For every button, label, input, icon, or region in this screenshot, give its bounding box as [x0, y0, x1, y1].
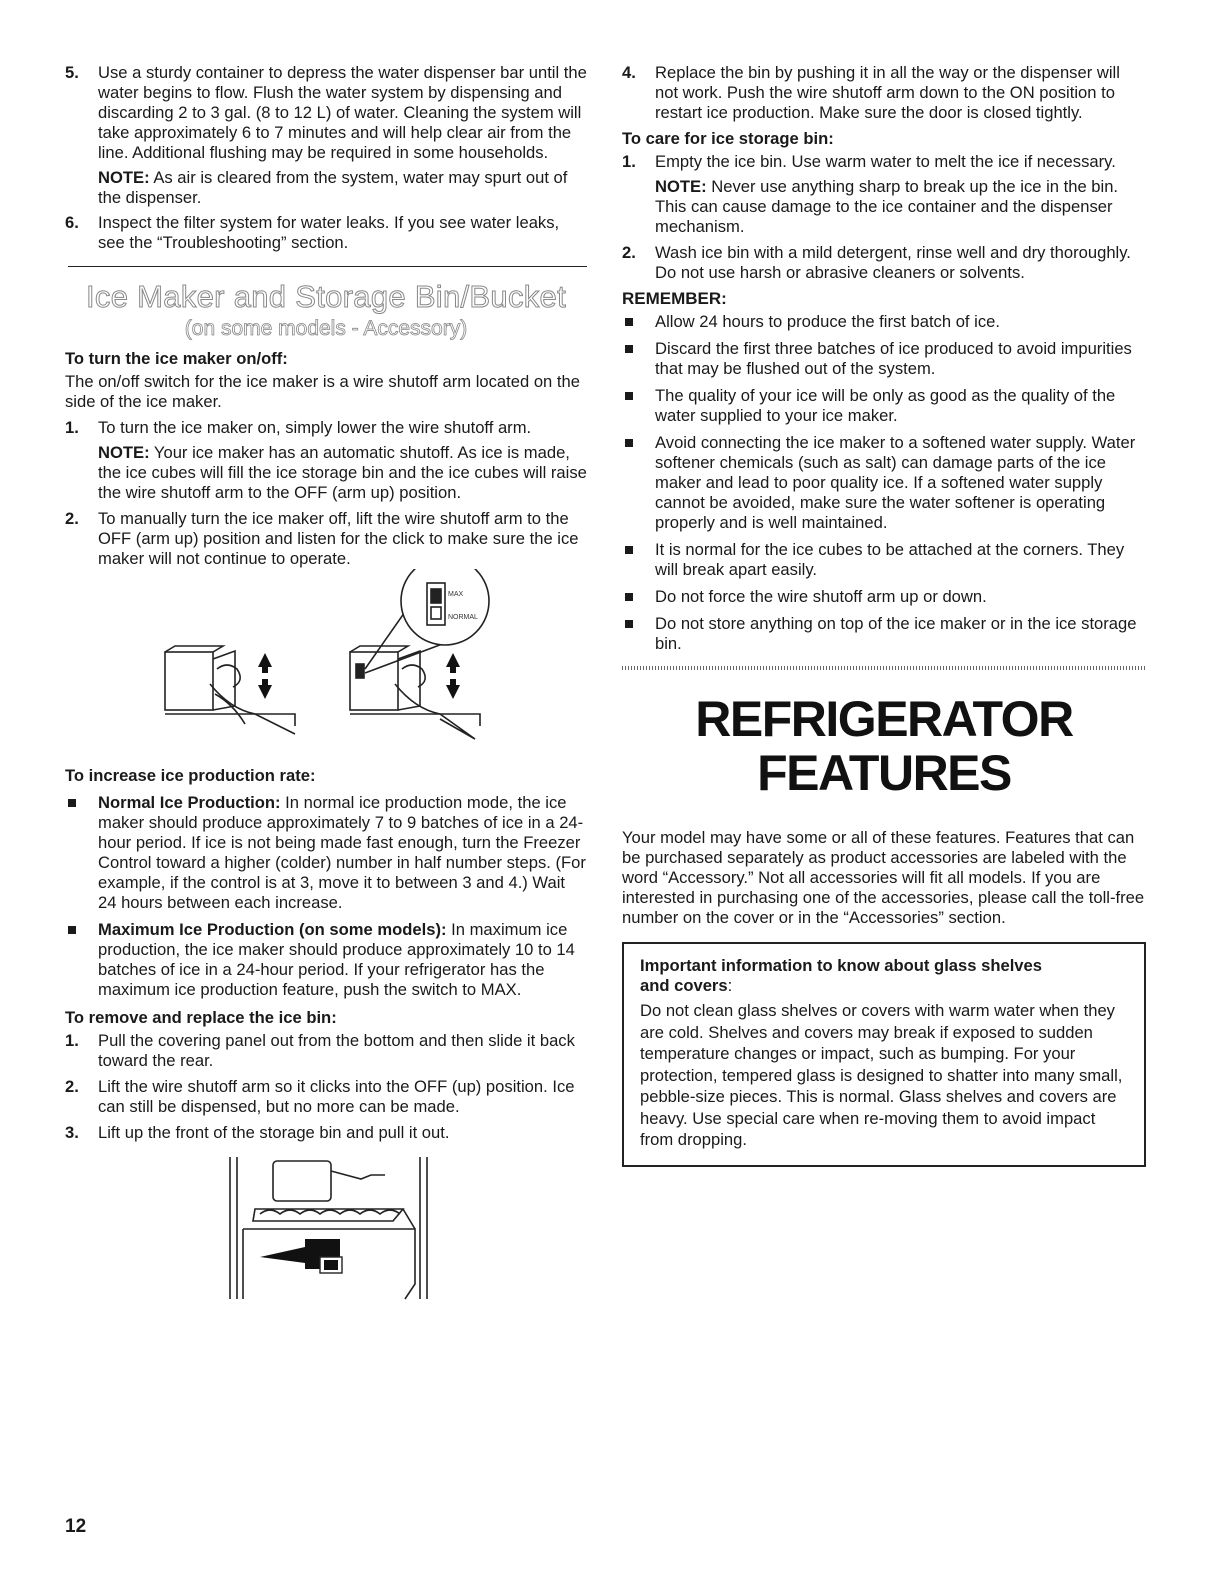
step-text: Wash ice bin with a mild detergent, rinse well and dry thoroughly. Do not use harsh or abrasive cleaners or solvents.	[655, 243, 1131, 282]
remember-item: Allow 24 hours to produce the first batch of ice.	[622, 312, 1146, 332]
ice-bin-removal-illustration	[65, 1157, 587, 1302]
step-number: 2.	[65, 509, 79, 528]
remove-step-2	[65, 1077, 587, 1117]
remove-step-1	[65, 1031, 587, 1071]
bullet-label: Normal Ice Production:	[98, 793, 281, 812]
ice-maker-illustration	[65, 569, 587, 784]
remember-heading: REMEMBER:	[622, 289, 727, 308]
note	[622, 177, 1146, 237]
step-5	[65, 63, 587, 163]
turn-step-1	[65, 418, 587, 438]
bullet-text: In normal ice production mode, the ice maker should produce approximately 7 to 9 batches of ice in a 24-hour period. If ice is not being made fast enough, turn the Freezer Control toward a higher (colder) number in half number steps. (For example, if the control is at 3, move it to between 3 and 4.) Wait 24 hours between each increase.	[98, 793, 586, 912]
remember-item: Do not store anything on top of the ice maker or in the ice storage bin.	[622, 614, 1146, 654]
care-step-2	[622, 243, 1146, 283]
note-text: As air is cleared from the system, water may spurt out of the dispenser.	[98, 168, 568, 207]
remove-step-3	[65, 1123, 587, 1143]
section-title: Ice Maker and Storage Bin/Bucket	[85, 279, 567, 314]
box-heading-line-2: and covers	[640, 976, 728, 995]
remember-item: Avoid connecting the ice maker to a softened water supply. Water softener chemicals (such as salt) can damage parts of the ice maker and lead to poor quality ice. If a softened water supply cannot be avoided, make sure the water softener is operating properly and is well maintained.	[622, 433, 1146, 533]
remember-item: Do not force the wire shutoff arm up or down.	[622, 587, 1146, 607]
box-heading-line-1: Important information to know about glass shelves	[640, 956, 1042, 975]
note	[65, 168, 587, 208]
replace-step-4	[622, 63, 1146, 123]
page-number: 12	[65, 1516, 87, 1537]
normal-label: NORMAL	[448, 614, 478, 621]
step-text: Inspect the filter system for water leaks. If you see water leaks, see the “Troubleshooting” section.	[98, 213, 560, 252]
max-label: MAX	[448, 591, 464, 598]
remember-item: The quality of your ice will be only as good as the quality of the water supplied to your ice maker.	[622, 386, 1146, 426]
bullet-maximum-production	[65, 920, 587, 1000]
step-number: 2.	[65, 1077, 79, 1096]
increase-heading: To increase ice production rate:	[65, 766, 316, 785]
dotted-divider	[622, 666, 1146, 670]
care-step-1	[622, 152, 1146, 172]
note-label: NOTE:	[655, 177, 707, 196]
step-text: Lift the wire shutoff arm so it clicks into the OFF (up) position. Ice can still be dispensed, but no more can be made.	[98, 1077, 575, 1116]
turn-intro: The on/off switch for the ice maker is a wire shutoff arm located on the side of the ice maker.	[65, 372, 580, 411]
features-title-line-1: REFRIGERATOR	[695, 691, 1073, 747]
bullet-text: In maximum ice production, the ice maker should produce approximately 10 to 14 batches of ice in a 24-hour period. If your refrigerator has the maximum ice production feature, push the switch to MAX.	[98, 920, 575, 999]
step-text: Empty the ice bin. Use warm water to melt the ice if necessary.	[655, 152, 1116, 171]
box-heading-colon: :	[727, 976, 733, 995]
step-number: 4.	[622, 63, 636, 82]
step-number: 1.	[65, 418, 79, 437]
note	[65, 443, 587, 503]
remember-item: It is normal for the ice cubes to be attached at the corners. They will break apart easily.	[622, 540, 1146, 580]
step-number: 6.	[65, 213, 79, 232]
step-text: To manually turn the ice maker off, lift the wire shutoff arm to the OFF (arm up) position and listen for the click to make sure the ice maker will not continue to operate.	[98, 509, 579, 568]
features-title	[622, 692, 1146, 800]
step-text: Replace the bin by pushing it in all the way or the dispenser will not work. Push the wire shutoff arm down to the ON position to restart ice production. Make sure the door is closed tightly.	[655, 63, 1120, 122]
step-text: Pull the covering panel out from the bottom and then slide it back toward the rear.	[98, 1031, 575, 1070]
step-number: 1.	[622, 152, 636, 171]
left-column	[65, 63, 587, 1302]
turn-heading: To turn the ice maker on/off:	[65, 349, 288, 368]
care-heading: To care for ice storage bin:	[622, 129, 834, 148]
glass-shelves-warning-box	[622, 942, 1146, 1167]
step-text: Use a sturdy container to depress the water dispenser bar until the water begins to flow. Flush the water system by dispensing and discarding 2 to 3 gal. (8 to 12 L) of water. Cleaning the system will take approximately 6 to 7 minutes and will help clear air from the line. Additional flushing may be required in some households.	[98, 63, 587, 162]
note-label: NOTE:	[98, 168, 150, 187]
box-heading	[640, 956, 1128, 996]
turn-step-2	[65, 509, 587, 569]
note-text: Never use anything sharp to break up the ice in the bin. This can cause damage to the ice container and the dispenser mechanism.	[655, 177, 1119, 236]
remember-item: Discard the first three batches of ice produced to avoid impurities that may be flushed out of the system.	[622, 339, 1146, 379]
step-text: Lift up the front of the storage bin and pull it out.	[98, 1123, 450, 1142]
remove-heading: To remove and replace the ice bin:	[65, 1008, 337, 1027]
step-number: 3.	[65, 1123, 79, 1142]
note-text: Your ice maker has an automatic shutoff. As ice is made, the ice cubes will fill the ice storage bin and the ice cubes will raise the wire shutoff arm to the OFF (arm up) position.	[98, 443, 587, 502]
bullet-label: Maximum Ice Production (on some models):	[98, 920, 447, 939]
section-divider	[68, 266, 587, 267]
box-text: Do not clean glass shelves or covers with warm water when they are cold. Shelves and covers may break if exposed to sudden temperature changes or impact, such as bumping. For your protection, tempered glass is designed to shatter into many small, pebble-size pieces. This is normal. Glass shelves and covers are heavy. Use special care when re-moving them to avoid impact from dropping.	[640, 1001, 1123, 1149]
step-number: 2.	[622, 243, 636, 262]
section-subtitle: (on some models - Accessory)	[184, 317, 468, 340]
features-title-line-2: FEATURES	[757, 745, 1011, 801]
step-number: 5.	[65, 63, 79, 82]
step-6	[65, 213, 587, 253]
step-number: 1.	[65, 1031, 79, 1050]
bullet-normal-production	[65, 793, 587, 913]
features-intro: Your model may have some or all of these features. Features that can be purchased separately as product accessories are labeled with the word “Accessory.” Not all accessories will fit all models. If you are interested in purchasing one of the accessories, please call the toll-free number on the cover or in the “Accessories” section.	[622, 828, 1145, 927]
step-text: To turn the ice maker on, simply lower the wire shutoff arm.	[98, 418, 532, 437]
note-label: NOTE:	[98, 443, 150, 462]
right-column	[622, 63, 1146, 1167]
